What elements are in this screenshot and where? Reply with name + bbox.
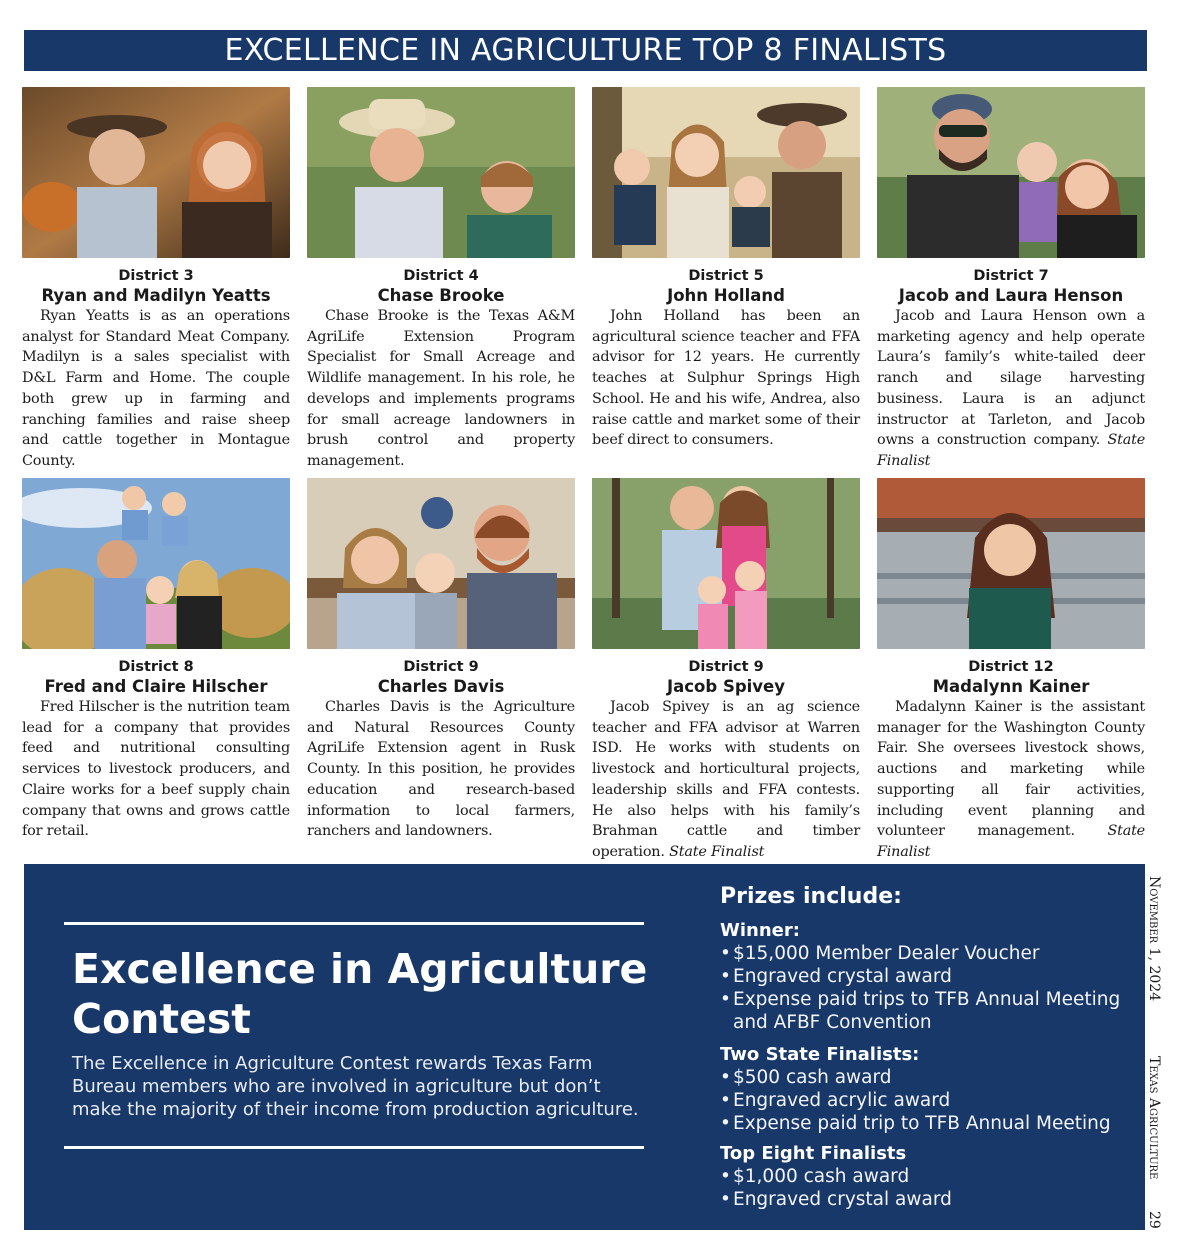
- prize-item: • Expense paid trips to TFB Annual Meeting and AFBF Convention: [720, 988, 1130, 1034]
- prize-item: • Engraved crystal award: [720, 965, 1130, 988]
- finalist-district: District 9: [688, 659, 764, 675]
- issue-date: November 1, 2024: [1146, 876, 1162, 1002]
- finalist-bio: [307, 697, 575, 842]
- contest-description: The Excellence in Agriculture Contest rewards Texas Farm Bureau members who are involved in agriculture but don’t make the majority of their income from production agriculture.: [72, 1053, 639, 1120]
- prize-list: [720, 1066, 1130, 1135]
- prize-list: [720, 942, 1130, 1034]
- finalist-name: Chase Brooke: [377, 286, 505, 305]
- prize-group-title: Winner:: [720, 920, 800, 941]
- finalist-name: Jacob Spivey: [667, 677, 785, 696]
- page-number: 29: [1146, 1211, 1162, 1229]
- finalist-card: [592, 87, 860, 472]
- finalist-bio: [592, 697, 860, 863]
- finalist-card: [877, 478, 1145, 863]
- finalist-bio: [22, 306, 290, 472]
- finalist-photo: [592, 478, 860, 649]
- prize-item: • $1,000 cash award: [720, 1165, 1130, 1188]
- prizes-heading: Prizes include:: [720, 884, 902, 909]
- finalists-row-1: [22, 87, 1146, 472]
- finalist-name: Madalynn Kainer: [932, 677, 1090, 696]
- finalist-name: Jacob and Laura Henson: [898, 286, 1124, 305]
- finalist-bio: [592, 306, 860, 451]
- contest-panel: [24, 864, 1145, 1230]
- finalist-card: [877, 87, 1145, 472]
- finalist-name: Charles Davis: [377, 677, 505, 696]
- publication-name: Texas Agriculture: [1146, 1056, 1162, 1180]
- finalist-photo: [877, 87, 1145, 258]
- finalist-district: District 7: [973, 268, 1049, 284]
- prize-list: [720, 1165, 1130, 1211]
- finalist-card: [307, 478, 575, 863]
- finalist-bio: [877, 697, 1145, 863]
- finalist-card: [22, 87, 290, 472]
- finalist-district: District 3: [118, 268, 194, 284]
- finalist-district: District 5: [688, 268, 764, 284]
- top-divider: [64, 922, 644, 925]
- banner-title: EXCELLENCE IN AGRICULTURE TOP 8 FINALISTS: [224, 33, 947, 68]
- prize-item: • $15,000 Member Dealer Voucher: [720, 942, 1130, 965]
- prize-item: • Engraved acrylic award: [720, 1089, 1130, 1112]
- finalist-name: John Holland: [667, 286, 785, 305]
- finalist-card: [307, 87, 575, 472]
- finalist-bio: [22, 697, 290, 842]
- finalist-photo: [307, 478, 575, 649]
- finalist-name: Ryan and Madilyn Yeatts: [41, 286, 271, 305]
- bio-text: Madalynn Kainer is the assistant manager for the Washington County Fair. She oversees livestock shows, auctions and marketing while supporting all fair activities, including event planning and volunteer management.: [877, 699, 1145, 840]
- finalist-bio: [877, 306, 1145, 472]
- bio-text: John Holland has been an agricultural science teacher and FFA advisor for 12 years. He currently teaches at Sulphur Springs High School. He and his wife, Andrea, also raise cattle and market some of their beef direct to consumers.: [592, 308, 860, 449]
- state-finalist-note: State Finalist: [669, 843, 765, 860]
- bio-text: Jacob Spivey is an ag science teacher and FFA advisor at Warren ISD. He works with students on livestock and horticultural projects, leadership skills and FFA contests. He also helps with his family’s Brahman cattle and timber operation.: [592, 699, 860, 860]
- bio-text: Charles Davis is the Agriculture and Natural Resources County AgriLife Extension agent in Rusk County. In this position, he provides education and research-based information to local farmers, ranchers and landowners.: [307, 699, 575, 840]
- bio-text: Chase Brooke is the Texas A&M AgriLife Extension Program Specialist for Small Acreage and Wildlife management. In his role, he develops and implements programs for small acreage landowners in brush control and property management.: [307, 308, 575, 469]
- finalist-district: District 8: [118, 659, 194, 675]
- finalist-district: District 12: [968, 659, 1054, 675]
- bottom-divider: [64, 1146, 644, 1149]
- finalist-name: Fred and Claire Hilscher: [44, 677, 268, 696]
- prizes-section: [720, 882, 1130, 1211]
- bio-text: Ryan Yeatts is as an operations analyst for Standard Meat Company. Madilyn is a sales specialist with D&L Farm and Home. The couple both grew up in farming and ranching families and raise sheep and cattle together in Montague County.: [22, 308, 290, 469]
- finalist-photo: [22, 478, 290, 649]
- contest-title: Excellence in Agriculture Contest: [72, 945, 648, 1043]
- finalist-photo: [22, 87, 290, 258]
- prize-item: • Expense paid trip to TFB Annual Meeting: [720, 1112, 1130, 1135]
- prize-group-title: Top Eight Finalists: [720, 1143, 907, 1164]
- finalist-photo: [877, 478, 1145, 649]
- prize-item: • Engraved crystal award: [720, 1188, 1130, 1211]
- bio-text: Jacob and Laura Henson own a marketing agency and help operate Laura’s family’s white-tailed deer ranch and silage harvesting business. Laura is an adjunct instructor at Tarleton, and Jacob owns a construction company.: [877, 308, 1145, 449]
- finalist-photo: [307, 87, 575, 258]
- finalists-row-2: [22, 478, 1146, 863]
- finalist-card: [592, 478, 860, 863]
- finalist-district: District 4: [403, 268, 479, 284]
- prize-item: • $500 cash award: [720, 1066, 1130, 1089]
- state-finalist-note: State Finalist: [877, 432, 1146, 469]
- page-sidebar: [1144, 876, 1168, 1236]
- finalist-photo: [592, 87, 860, 258]
- finalist-card: [22, 478, 290, 863]
- bio-text: Fred Hilscher is the nutrition team lead for a company that provides feed and nutritional consulting services to livestock producers, and Claire works for a beef supply chain company that owns and grows cattle for retail.: [22, 699, 290, 840]
- finalist-bio: [307, 306, 575, 472]
- prize-group-title: Two State Finalists:: [720, 1044, 920, 1065]
- page-banner: [24, 30, 1147, 71]
- finalist-district: District 9: [403, 659, 479, 675]
- state-finalist-note: State Finalist: [877, 823, 1145, 860]
